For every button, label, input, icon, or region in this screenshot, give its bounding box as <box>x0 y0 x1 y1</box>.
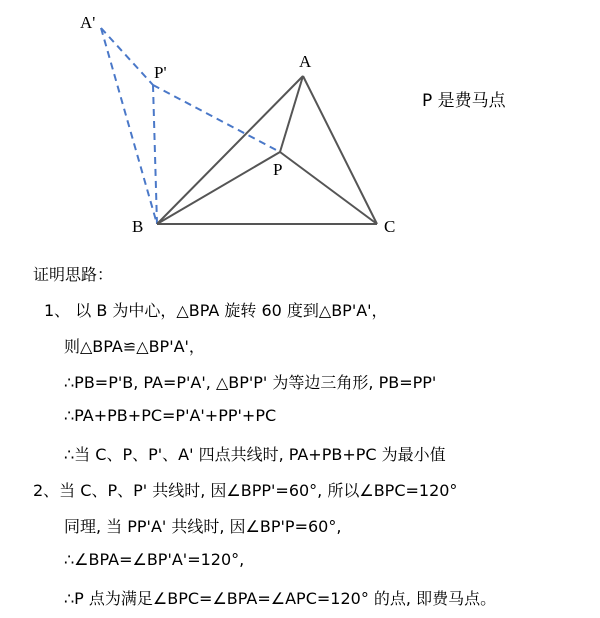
proof-line-1: 1、 以 B 为中心，△BPA 旋转 60 度到△BP'A'， <box>44 301 388 320</box>
proof-line-2: 则△BPA≌△BP'A'， <box>64 337 205 356</box>
proof-line-7: 同理, 当 PP'A' 共线时, 因∠BP'P=60°, <box>64 517 342 536</box>
proof-line-8: ∴∠BPA=∠BP'A'=120°, <box>64 550 245 569</box>
proof-line-5: ∴当 C、P、P'、A' 四点共线时, PA+PB+PC 为最小值 <box>64 445 446 464</box>
label-p: P <box>273 160 283 179</box>
label-a-prime: A' <box>80 13 96 32</box>
label-a: A <box>299 52 312 71</box>
proof-line-4: ∴PA+PB+PC=P'A'+PP'+PC <box>64 406 277 425</box>
proof-line-3: ∴PB=P'B, PA=P'A', △BP'P' 为等边三角形, PB=PP' <box>64 373 437 392</box>
edge-p-c <box>280 152 377 224</box>
label-p-prime: P' <box>154 63 167 82</box>
proof-line-6: 2、当 C、P、P' 共线时, 因∠BPP'=60°, 所以∠BPC=120° <box>33 481 458 500</box>
edge-p-prime-b <box>153 85 157 224</box>
label-b: B <box>132 217 144 236</box>
fermat-point-caption: P 是费马点 <box>422 91 506 111</box>
edge-a-c <box>303 76 377 224</box>
proof-heading: 证明思路： <box>33 265 114 284</box>
fermat-point-diagram <box>0 0 600 250</box>
label-c: C <box>384 217 396 236</box>
proof-line-9: ∴P 点为满足∠BPC=∠BPA=∠APC=120° 的点, 即费马点。 <box>64 589 497 608</box>
